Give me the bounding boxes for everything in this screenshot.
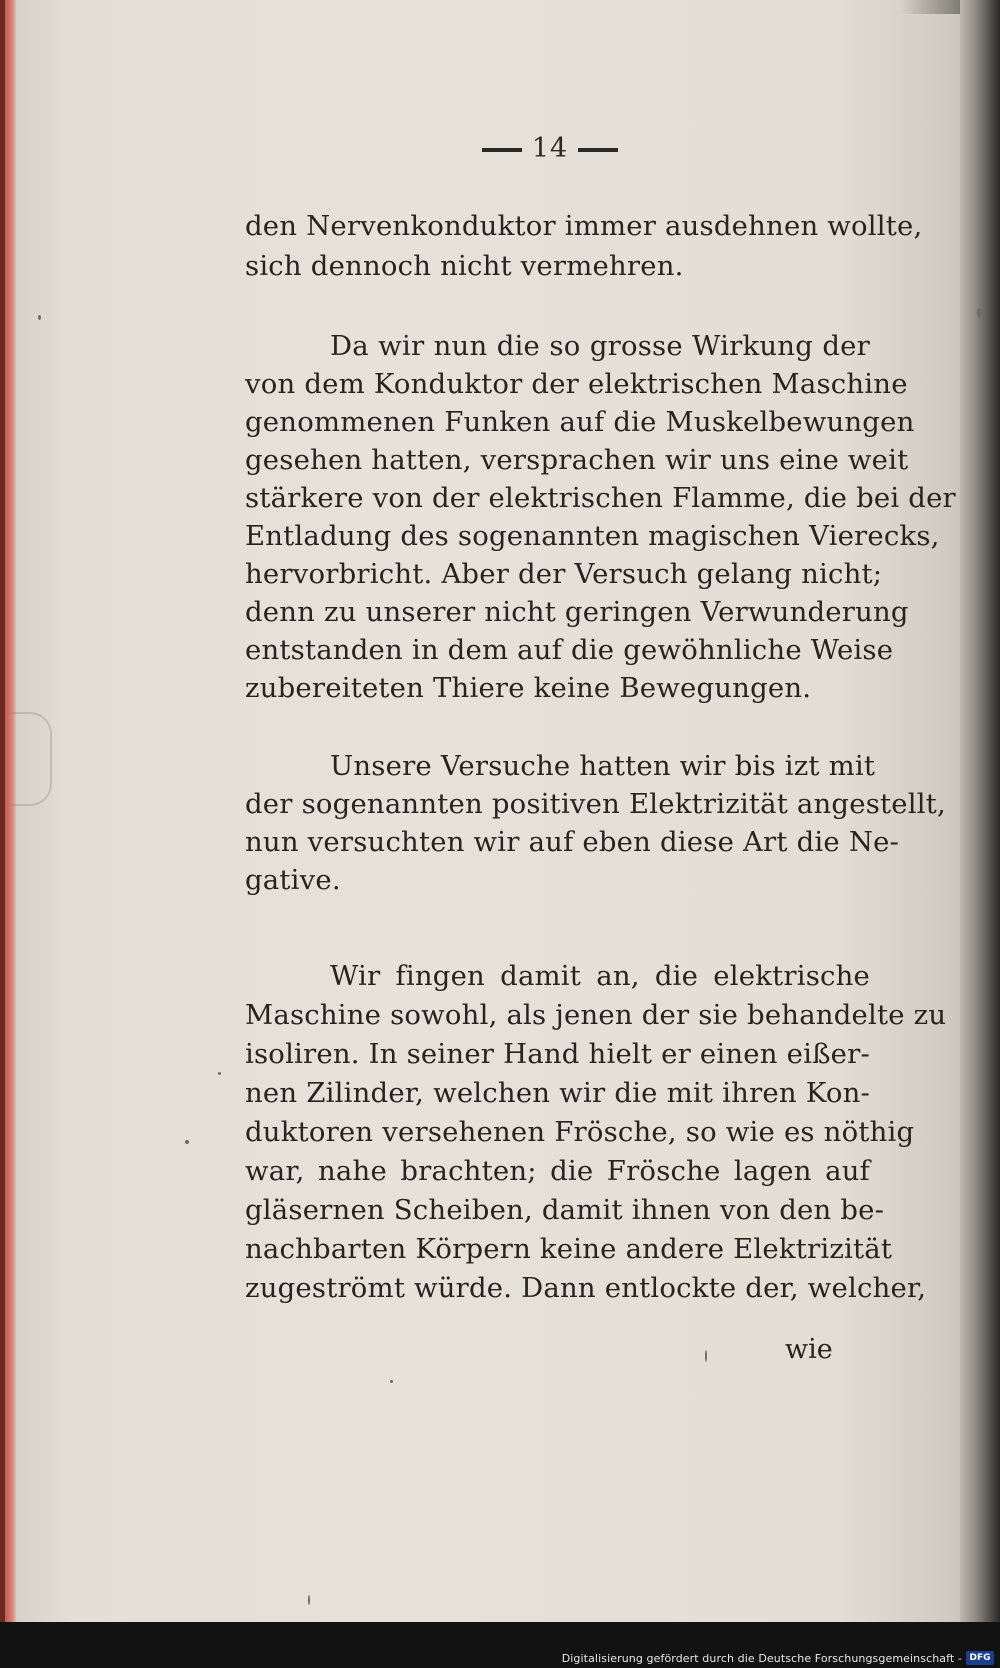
text-line: der sogenannten positiven Elektrizität angestellt, bbox=[245, 788, 946, 820]
paper-speck bbox=[185, 1140, 189, 1144]
dfg-logo: DFG bbox=[966, 1651, 994, 1665]
gutter-shadow bbox=[960, 0, 1000, 1622]
folio-dash-right bbox=[578, 148, 618, 152]
paper-speck bbox=[38, 315, 41, 320]
text-line: Wir fingen damit an, die elektrische bbox=[330, 960, 870, 992]
text-line: Da wir nun die so grosse Wirkung der bbox=[330, 330, 870, 362]
text-line: nen Zilinder, welchen wir die mit ihren Kon- bbox=[245, 1077, 870, 1109]
binding-edge-shadow bbox=[0, 0, 5, 1622]
clip-impression bbox=[8, 712, 52, 806]
paper-speck bbox=[218, 1072, 221, 1075]
text-line: nachbarten Körpern keine andere Elektrizität bbox=[245, 1233, 893, 1265]
text-line: gesehen hatten, versprachen wir uns eine weit bbox=[245, 444, 909, 476]
text-line: Maschine sowohl, als jenen der sie behandelte zu bbox=[245, 999, 947, 1031]
text-line: Unsere Versuche hatten wir bis izt mit bbox=[330, 750, 876, 782]
text-line: entstanden in dem auf die gewöhnliche Weise bbox=[245, 634, 894, 666]
catchword: wie bbox=[785, 1334, 833, 1365]
text-line: von dem Konduktor der elektrischen Maschine bbox=[245, 368, 908, 400]
paper-speck bbox=[390, 1380, 393, 1383]
text-line: sich dennoch nicht vermehren. bbox=[245, 250, 684, 282]
text-line: hervorbricht. Aber der Versuch gelang nicht; bbox=[245, 558, 883, 590]
text-line: gläsernen Scheiben, damit ihnen von den be- bbox=[245, 1194, 885, 1226]
text-line: gative. bbox=[245, 864, 341, 896]
text-line: stärkere von der elektrischen Flamme, die bei der bbox=[245, 482, 956, 514]
text-line: Entladung des sogenannten magischen Vierecks, bbox=[245, 520, 940, 552]
page-number-text: 14 bbox=[531, 133, 569, 164]
paper-speck bbox=[308, 1595, 310, 1605]
folio-dash-left bbox=[482, 148, 522, 152]
text-line: nun versuchten wir auf eben diese Art die Ne- bbox=[245, 826, 900, 858]
digitization-credit: Digitalisierung gefördert durch die Deutsche Forschungsgemeinschaft - bbox=[561, 1652, 962, 1665]
text-line: duktoren versehenen Frösche, so wie es nöthig bbox=[245, 1116, 915, 1148]
page-number bbox=[440, 133, 660, 164]
text-line: denn zu unserer nicht geringen Verwunderung bbox=[245, 596, 909, 628]
text-line: zubereiteten Thiere keine Bewegungen. bbox=[245, 672, 812, 704]
text-line: isoliren. In seiner Hand hielt er einen eißer- bbox=[245, 1038, 870, 1070]
text-line: genommenen Funken auf die Muskelbewungen bbox=[245, 406, 915, 438]
paper-speck bbox=[977, 308, 981, 318]
paper-speck bbox=[705, 1350, 707, 1362]
text-line: den Nervenkonduktor immer ausdehnen wollte, bbox=[245, 210, 923, 242]
text-line: war, nahe brachten; die Frösche lagen auf bbox=[245, 1155, 870, 1187]
text-line: zugeströmt würde. Dann entlockte der, welcher, bbox=[245, 1272, 927, 1304]
